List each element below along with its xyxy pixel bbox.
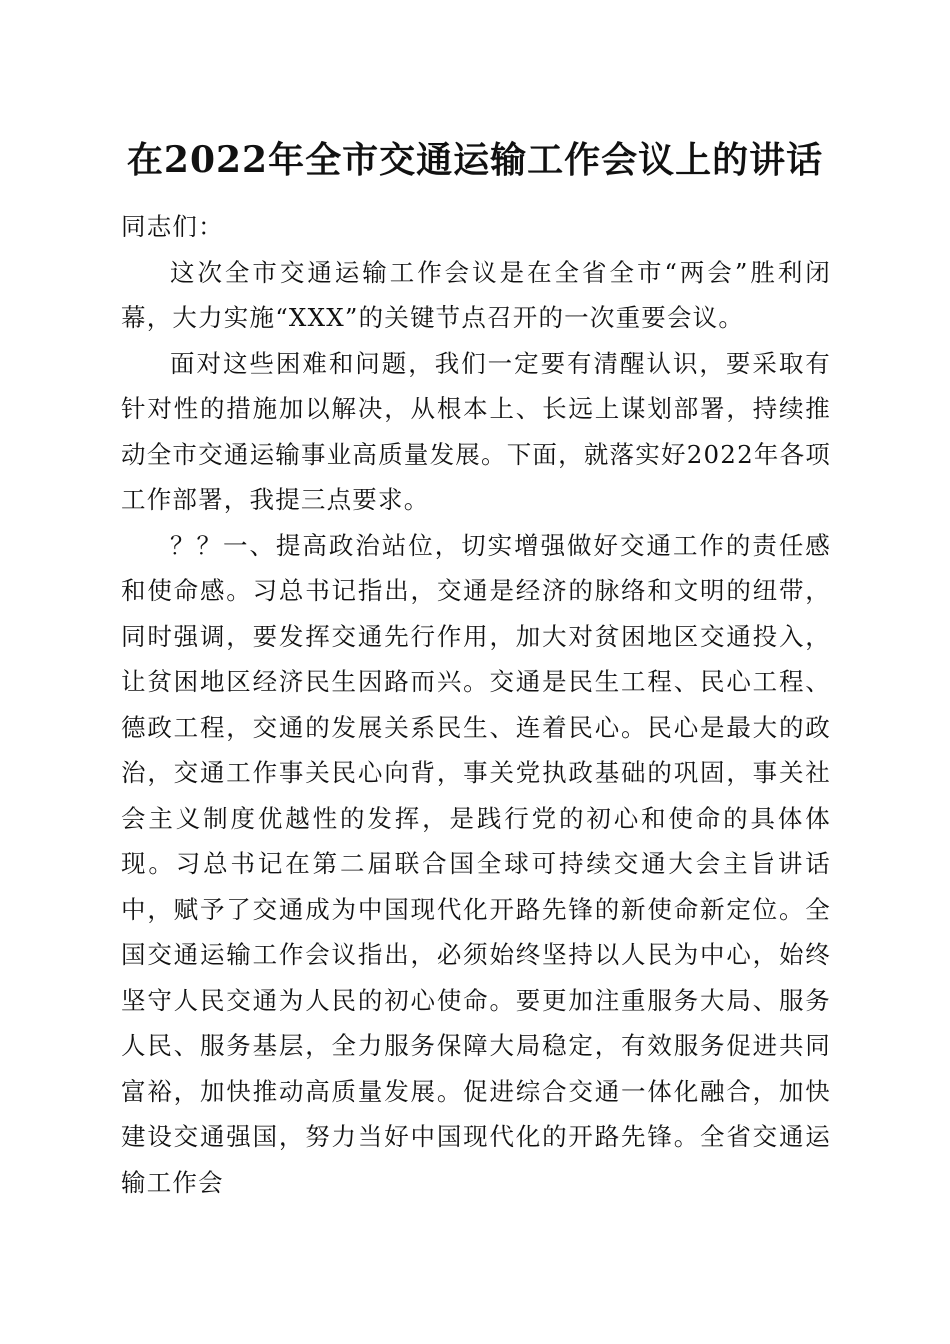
paragraph-point-one: ？？一、提高政治站位，切实增强做好交通工作的责任感和使命感。习总书记指出，交通是经济的脉络和文明的纽带，同时强调，要发挥交通先行作用，加大对贫困地区交通投入，让贫困地区经济民生因路而兴。交通是民生工程、民心工程、德政工程，交通的发展关系民生、连着民心。民心是最大的政治，交通工作事关民心向背，事关党执政基础的巩固，事关社会主义制度优越性的发挥，是践行党的初心和使命的具体体现。习总书记在第二届联合国全球可持续交通大会主旨讲话中，赋予了交通成为中国现代化开路先锋的新使命新定位。全国交通运输工作会议指出，必须始终坚持以人民为中心，始终坚守人民交通为人民的初心使命。要更加注重服务大局、服务人民、服务基层，全力服务保障大局稳定，有效服务促进共同富裕，加快推动高质量发展。促进综合交通一体化融合，加快建设交通强国，努力当好中国现代化的开路先锋。全省交通运输工作会 [121, 530, 831, 1197]
salutation: 同志们： [121, 212, 224, 241]
document-body [121, 204, 831, 1205]
paragraph-opening: 这次全市交通运输工作会议是在全省全市“两会”胜利闭幕，大力实施“XXX”的关键节点召开的一次重要会议。 [121, 257, 831, 332]
paragraph-requirements-intro: 面对这些困难和问题，我们一定要有清醒认识，要采取有针对性的措施加以解决，从根本上、长远上谋划部署，持续推动全市交通运输事业高质量发展。下面，就落实好2022年各项工作部署，我提三点要求。 [121, 348, 831, 514]
document-title: 在2022年全市交通运输工作会议上的讲话 [126, 139, 824, 181]
